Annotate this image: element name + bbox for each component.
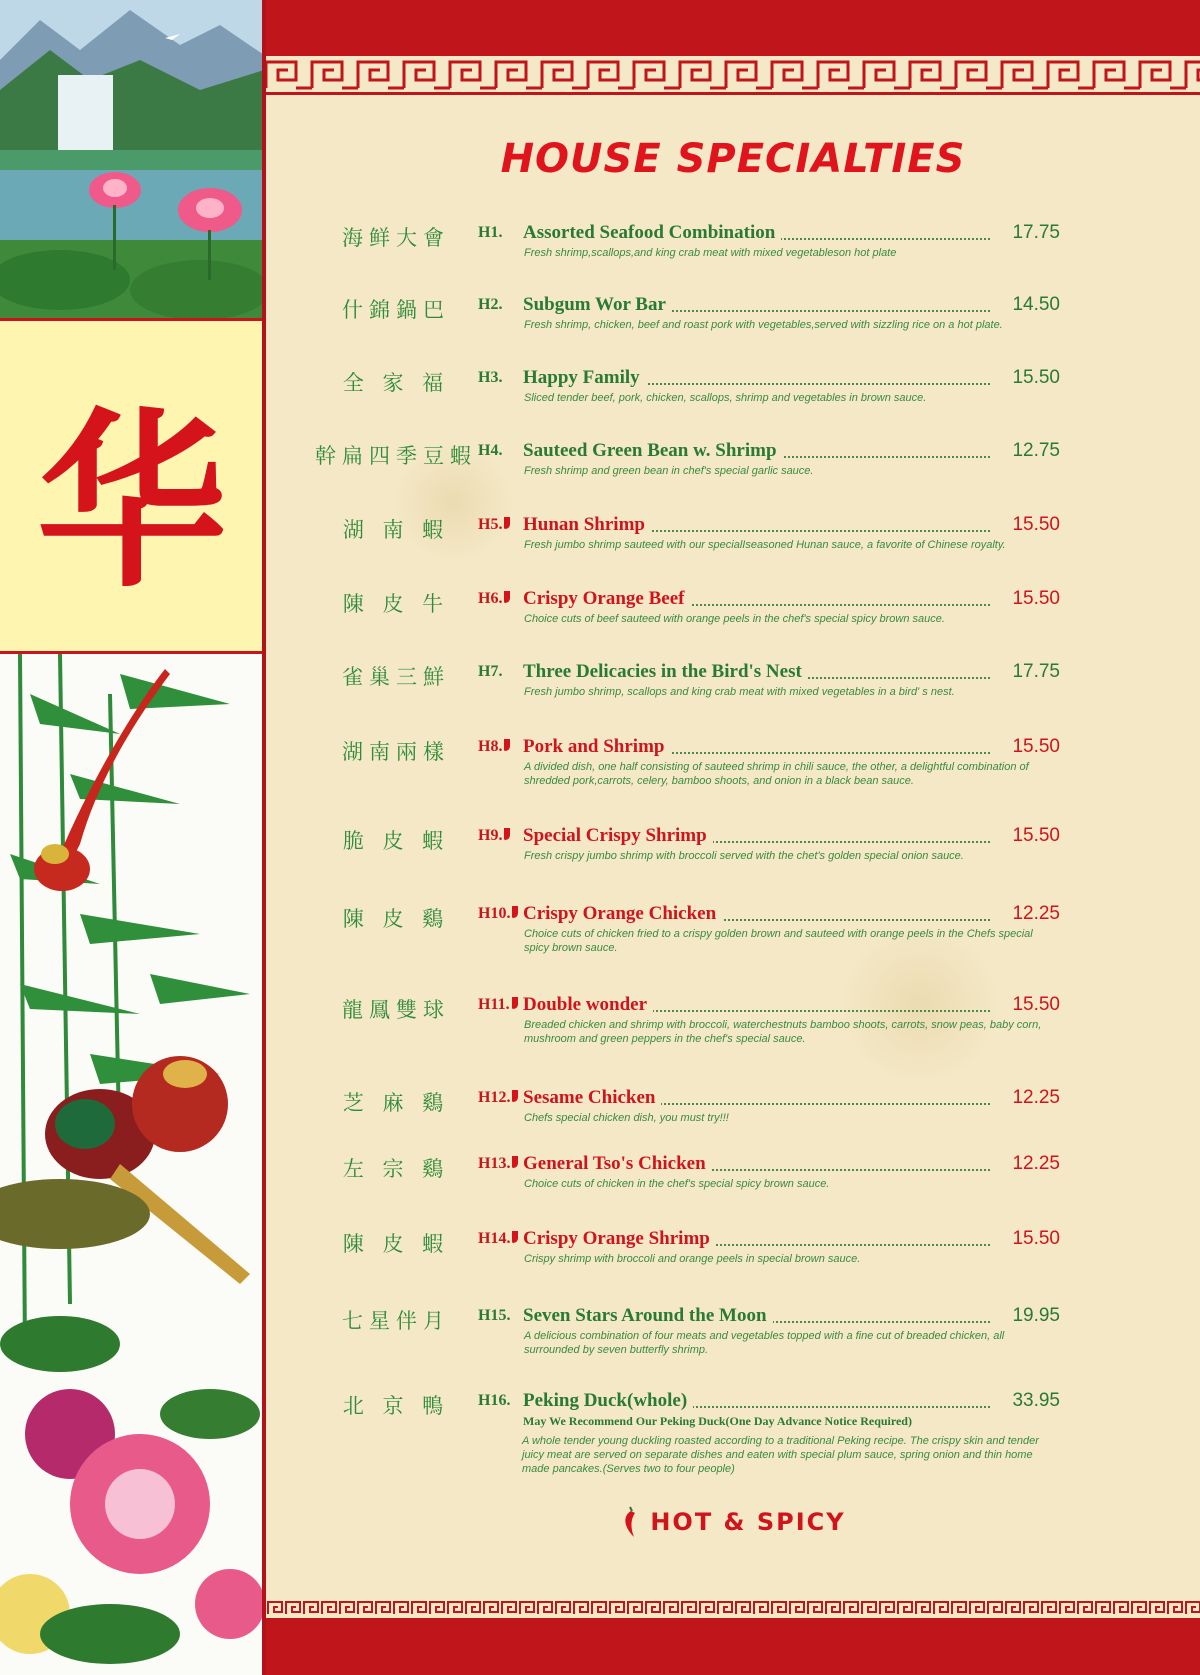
chili-pepper-icon xyxy=(512,997,518,1009)
chili-pepper-icon xyxy=(504,739,510,751)
item-code: H2. xyxy=(478,296,503,313)
item-chinese-name: 陳 皮 鷄 xyxy=(342,907,450,931)
item-chinese-name: 龍鳳雙球 xyxy=(342,998,450,1022)
item-recommendation: May We Recommend Our Peking Duck(One Day Advance Notice Required) xyxy=(523,1414,912,1428)
chili-pepper-icon xyxy=(512,1156,518,1168)
item-description: Fresh crispy jumbo shrimp with broccoli served with the chet's golden special onion sauce. xyxy=(524,850,964,862)
item-name: Sesame Chicken xyxy=(523,1087,661,1109)
item-chinese-name: 幹扁四季豆蝦 xyxy=(315,444,477,468)
item-chinese-name: 雀巢三鮮 xyxy=(342,665,450,689)
item-name: Double wonder xyxy=(523,994,653,1016)
chili-pepper-icon xyxy=(512,906,518,918)
item-price: 15.50 xyxy=(1012,367,1060,388)
landscape-painting xyxy=(0,0,264,318)
item-name: Subgum Wor Bar xyxy=(523,294,672,316)
item-code: H13. xyxy=(478,1155,518,1173)
legend-label: HOT & SPICY xyxy=(650,1508,846,1536)
chili-pepper-icon xyxy=(504,828,510,840)
menu-panel xyxy=(266,0,1200,1675)
bottom-fret-border xyxy=(266,1598,1200,1618)
item-price: 17.75 xyxy=(1012,222,1060,243)
item-description: A delicious combination of four meats and vegetables topped with a fine cut of breaded chicken, all surrounded by seven butterfly shrimp. xyxy=(524,1330,1005,1356)
item-name: Crispy Orange Beef xyxy=(523,588,690,610)
item-chinese-name: 海鲜大會 xyxy=(342,226,450,250)
item-name: Three Delicacies in the Bird's Nest xyxy=(523,661,808,683)
item-code: H15. xyxy=(478,1307,511,1324)
item-name: Hunan Shrimp xyxy=(523,514,651,536)
top-fret-border xyxy=(266,52,1200,102)
item-name: Happy Family xyxy=(523,367,646,389)
item-price: 12.75 xyxy=(1012,440,1060,461)
chili-pepper-icon xyxy=(512,1090,518,1102)
item-code: H3. xyxy=(478,369,503,386)
item-chinese-name: 左 宗 鷄 xyxy=(342,1157,450,1181)
item-code: H14. xyxy=(478,1230,518,1248)
item-code: H11. xyxy=(478,996,518,1014)
item-description: Fresh jumbo shrimp sauteed with our specialIseasoned Hunan sauce, a favorite of Chinese royalty. xyxy=(524,539,1006,551)
item-description: A whole tender young duckling roasted according to a traditional Peking recipe. The crispy skin and tender juicy meat are served on separate dishes and eaten with special plum sauce, spring onion and thin home made pancakes.(Serves two to four people) xyxy=(522,1435,1039,1475)
item-code: H10. xyxy=(478,905,518,923)
item-price: 12.25 xyxy=(1012,903,1060,924)
item-price: 33.95 xyxy=(1012,1390,1060,1411)
item-price: 15.50 xyxy=(1012,994,1060,1015)
item-description: Chefs special chicken dish, you must try!!! xyxy=(524,1112,729,1124)
item-price: 14.50 xyxy=(1012,294,1060,315)
chili-pepper-icon xyxy=(512,1231,518,1243)
item-name: Pork and Shrimp xyxy=(523,736,670,758)
item-chinese-name: 七星伴月 xyxy=(342,1309,450,1333)
item-price: 15.50 xyxy=(1012,1228,1060,1249)
item-price: 17.75 xyxy=(1012,661,1060,682)
item-price: 12.25 xyxy=(1012,1087,1060,1108)
item-code: H6. xyxy=(478,590,510,608)
item-name: General Tso's Chicken xyxy=(523,1153,712,1175)
page-title: HOUSE SPECIALTIES xyxy=(500,136,966,182)
item-chinese-name: 湖 南 蝦 xyxy=(342,518,450,542)
item-description: Fresh shrimp and green bean in chef's special garlic sauce. xyxy=(524,465,814,477)
item-code: H9. xyxy=(478,827,510,845)
item-chinese-name: 脆 皮 蝦 xyxy=(342,829,450,853)
hot-spicy-legend xyxy=(266,1505,1200,1544)
bottom-red-band xyxy=(266,1618,1200,1675)
item-description: Breaded chicken and shrimp with broccoli, waterchestnuts bamboo shoots, carrots, snow peas, baby corn, mushroom and green peppers in the chef's special sauce. xyxy=(524,1019,1042,1045)
item-chinese-name: 全 家 福 xyxy=(342,371,450,395)
item-description: Choice cuts of beef sauteed with orange peels in the chef's special spicy brown sauce. xyxy=(524,613,945,625)
chili-pepper-icon xyxy=(620,1505,640,1539)
item-chinese-name: 陳 皮 牛 xyxy=(342,592,450,616)
item-chinese-name: 陳 皮 蝦 xyxy=(342,1232,450,1256)
chili-pepper-icon xyxy=(504,517,510,529)
item-name: Sauteed Green Bean w. Shrimp xyxy=(523,440,783,462)
bird-flower-painting xyxy=(0,654,264,1675)
item-description: Fresh jumbo shrimp, scallops and king crab meat with mixed vegetables in a bird' s nest. xyxy=(524,686,955,698)
item-price: 19.95 xyxy=(1012,1305,1060,1326)
item-name: Special Crispy Shrimp xyxy=(523,825,713,847)
hua-character: 华 xyxy=(36,389,227,613)
item-code: H16. xyxy=(478,1392,511,1409)
sidebar xyxy=(0,0,264,1675)
item-chinese-name: 北 京 鴨 xyxy=(342,1394,450,1418)
item-price: 15.50 xyxy=(1012,514,1060,535)
item-name: Peking Duck(whole) xyxy=(523,1390,693,1412)
item-description: Crispy shrimp with broccoli and orange peels in special brown sauce. xyxy=(524,1253,861,1265)
item-code: H5. xyxy=(478,516,510,534)
item-price: 15.50 xyxy=(1012,736,1060,757)
item-code: H7. xyxy=(478,663,503,680)
item-code: H4. xyxy=(478,442,503,459)
item-description: Fresh shrimp, chicken, beef and roast pork with vegetables,served with sizzling rice on a hot plate. xyxy=(524,319,1003,331)
item-chinese-name: 湖南兩樣 xyxy=(342,740,450,764)
chili-pepper-icon xyxy=(504,591,510,603)
item-name: Seven Stars Around the Moon xyxy=(523,1305,773,1327)
item-name: Assorted Seafood Combination xyxy=(523,222,781,244)
item-price: 15.50 xyxy=(1012,588,1060,609)
item-chinese-name: 什錦鍋巴 xyxy=(342,298,450,322)
item-description: A divided dish, one half consisting of sauteed shrimp in chili sauce, the other, a delightful combination of shredded pork,carrots, celery, bamboo shoots, and onion in a black bean sauce. xyxy=(524,761,1029,787)
item-description: Choice cuts of chicken in the chef's special spicy brown sauce. xyxy=(524,1178,830,1190)
item-code: H1. xyxy=(478,224,503,241)
item-name: Crispy Orange Shrimp xyxy=(523,1228,716,1250)
item-price: 12.25 xyxy=(1012,1153,1060,1174)
item-name: Crispy Orange Chicken xyxy=(523,903,722,925)
item-code: H12. xyxy=(478,1089,518,1107)
top-red-band xyxy=(266,0,1200,52)
item-description: Fresh shrimp,scallops,and king crab meat with mixed vegetableson hot plate xyxy=(524,247,897,259)
item-description: Sliced tender beef, pork, chicken, scallops, shrimp and vegetables in brown sauce. xyxy=(524,392,927,404)
item-code: H8. xyxy=(478,738,510,756)
item-description: Choice cuts of chicken fried to a crispy golden brown and sauteed with orange peels in the Chefs special spicy brown sauce. xyxy=(524,928,1033,954)
item-price: 15.50 xyxy=(1012,825,1060,846)
item-chinese-name: 芝 麻 鷄 xyxy=(342,1091,450,1115)
